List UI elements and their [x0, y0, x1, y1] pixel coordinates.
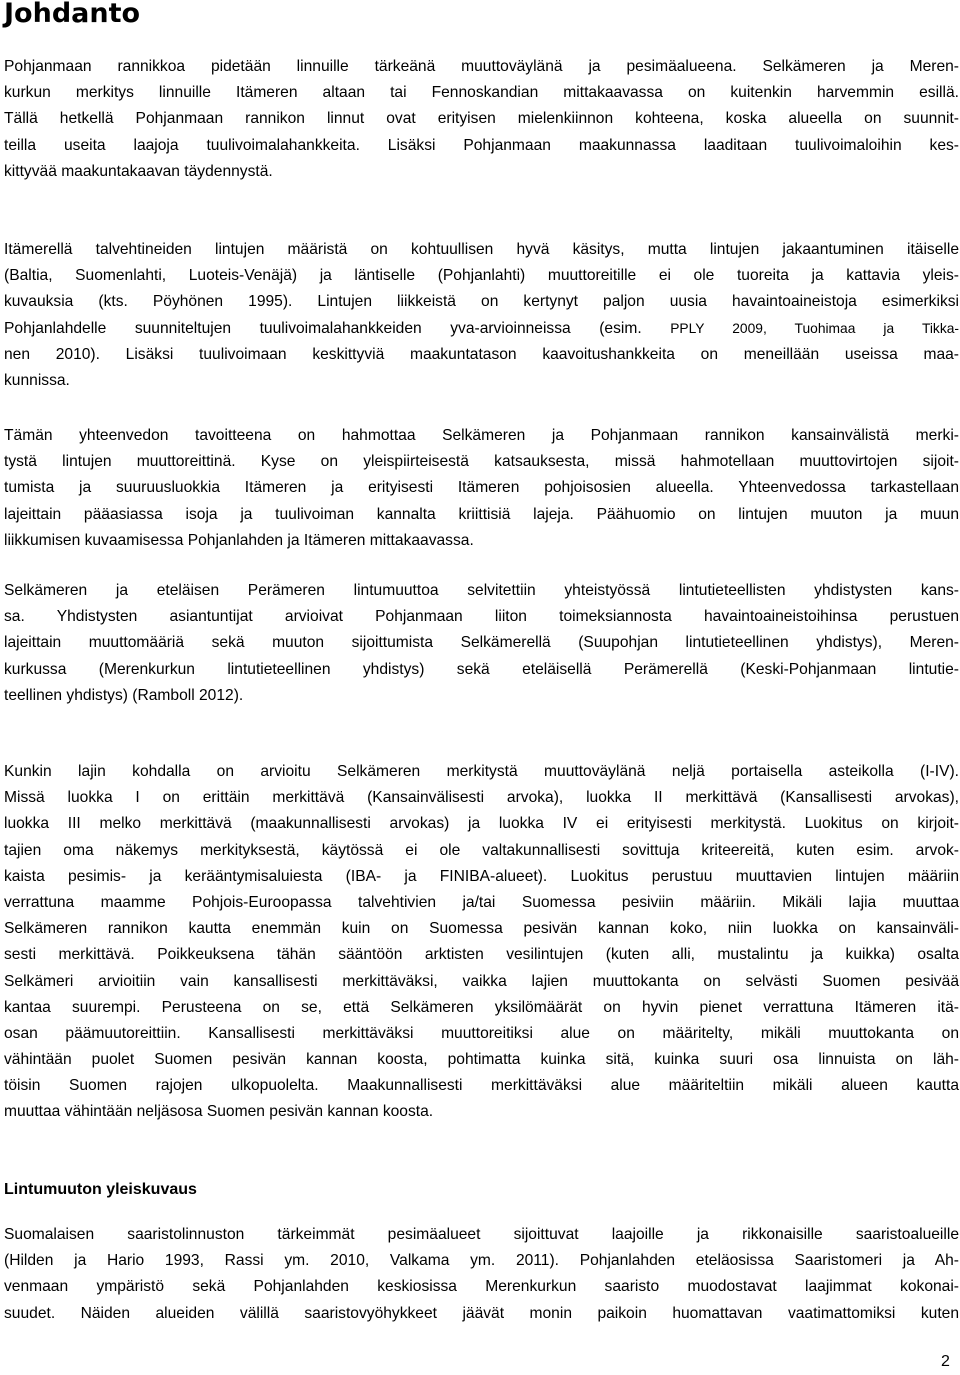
- paragraph-cooperation: [4, 578, 959, 709]
- text-line: teellinen yhdistys) (Ramboll 2012).: [4, 686, 244, 704]
- text-line: (Hilden ja Hario 1993, Rassi ym. 2010, Valkama ym. 2011). Pohjanlahden eteläosissa Saaristomeri ja Ah-: [4, 1252, 959, 1270]
- text-line: kurkussa (Merenkurkun lintutieteellinen yhdistys) sekä eteläisellä Perämerellä (Keski-Pohjanmaan lintutie-: [4, 660, 959, 678]
- text-line: muuttaa vähintään neljäsosa Suomen pesivän kannan koosta.: [4, 1103, 434, 1121]
- page-title: Johdanto: [4, 0, 141, 29]
- section-heading: Lintumuuton yleiskuvaus: [4, 1181, 197, 1198]
- text-line: sa. Yhdistysten asiantuntijat arvioivat Pohjanmaan liiton toimeksiannosta havaintoaineistoihinsa perustuen: [4, 608, 959, 626]
- text-line: nen 2010). Lisäksi tuulivoimaan keskittyviä maakuntatason kaavoitushankkeita on meneillään useissa maa-: [4, 345, 959, 363]
- text-line: tumista ja suuruusluokkia Itämeren ja erityisesti Itämeren pohjoisosien alueella. Yhteenvedossa tarkastellaan: [4, 479, 959, 497]
- paragraph-classification: [4, 759, 959, 1126]
- text-line: Selkämeri arvioitiin vain kansallisesti merkittäväksi, vaikka lajien muuttokanta on selvästi Suomen pesivää: [4, 972, 959, 990]
- text-line: kuvauksia (kts. Pöyhönen 1995). Lintujen liikkeistä on kertynyt paljon uusia havaintoaineistoja esimerkiksi: [4, 293, 959, 311]
- text-line: venmaan ympäristö sekä Pohjanlahden keskiosissa Merenkurkun saaristo muodostavat laajimmat kokonai-: [4, 1278, 959, 1296]
- text-line: kunnissa.: [4, 371, 70, 389]
- paragraph-baltic: [4, 237, 959, 394]
- text-line: verrattuna maamme Pohjois-Euroopassa talvehtivien ja/tai Suomessa pesiviin määriin. Mikäli lajia muuttaa: [4, 893, 959, 911]
- text-line: suudet. Näiden alueiden välillä saaristovyöhykkeet jäävät monin paikoin huomattavan vaatimattomiksi kuten: [4, 1304, 959, 1322]
- text-line: teilla useita laajoja tuulivoimalahankkeita. Lisäksi Pohjanmaan maakunnassa laaditaan tuulivoimaloihin kes-: [4, 136, 959, 154]
- text-line: osan päämuutoreittiin. Kansallisesti merkittäväksi muuttoreitiksi alue on määritelty, mikäli muuttokanta on: [4, 1024, 959, 1042]
- text-segment: Pohjanlahdelle suunniteltujen tuulivoimalahankkeiden yva-arvioinneissa (esim.: [4, 319, 642, 337]
- text-line: Pohjanmaan rannikkoa pidetään linnuille tärkeänä muuttoväylänä ja pesimäalueena. Selkämeren ja Meren-: [4, 58, 959, 75]
- text-line: Selkämeren ja eteläisen Perämeren lintumuuttoa selvitettiin yhteistyössä lintutieteellisten yhdistysten kans-: [4, 582, 959, 599]
- citation-text: PPLY 2009, Tuohimaa ja Tikka-: [670, 320, 959, 336]
- text-line: Kunkin lajin kohdalla on arvioitu Selkämeren merkitystä muuttoväylänä neljä portaisella asteikolla (I-IV).: [4, 763, 959, 780]
- text-line: Suomalaisen saaristolinnuston tärkeimmät pesimäalueet sijoittuvat laajoille ja rikkonaisille saaristoalueille: [4, 1226, 959, 1243]
- text-line: luokka III melko merkittävä (maakunnallisesti arvokas) ja luokka IV ei erityisesti merkitystä. Luokitus on kirjoit-: [4, 815, 959, 833]
- text-line: vähintään puolet Suomen pesivän kannan koosta, pohtimatta kuinka sitä, kuinka suuri osa linnuista on läh-: [4, 1051, 959, 1069]
- text-line: lajeittain pääasiassa isoja ja tuulivoiman kannalta kriittisiä lajeja. Päähuomio on lintujen muuton ja muun: [4, 505, 959, 523]
- text-line: töisin Suomen rajojen ulkopuolelta. Maakunnallisesti merkittäväksi alue määriteltiin mikäli alueen kautta: [4, 1077, 959, 1095]
- text-line: tystä lintujen muuttoreittinä. Kyse on yleispiirteisestä katsauksesta, missä hahmotellaan muuttovirtojen sijoit-: [4, 453, 959, 471]
- text-line: kantaa suurempi. Perusteena on se, että Selkämeren yksilömäärät on hyvin pienet verrattuna Itämeren itä-: [4, 998, 959, 1016]
- text-line: Itämerellä talvehtineiden lintujen määristä on kohtuullisen hyvä käsitys, mutta lintujen jakaantuminen itäiselle: [4, 241, 959, 258]
- paragraph-archipelago: [4, 1222, 959, 1327]
- text-line: kurkun merkitys linnuille Itämeren altaan tai Fennoskandian mittakaavassa on kuitenkin harvemmin esillä.: [4, 84, 959, 102]
- text-line: lajeittain muuttomääriä sekä muuton sijoittumista Selkämerellä (Suupohjan lintutieteellinen yhdistys), Meren-: [4, 634, 959, 652]
- paragraph-intro: [4, 54, 959, 185]
- paragraph-summary-goal: [4, 423, 959, 554]
- text-line: Tämän yhteenvedon tavoitteena on hahmottaa Selkämeren ja Pohjanmaan rannikon kansainvälistä merki-: [4, 427, 959, 444]
- page-number: 2: [941, 1353, 950, 1370]
- text-line: (Baltia, Suomenlahti, Luoteis-Venäjä) ja läntiselle (Pohjanlahti) muuttoreitille ei ole tuoreita ja kattavia yleis-: [4, 267, 959, 285]
- text-line: kaista pesimis- ja kerääntymisaluiesta (IBA- ja FINIBA-alueet). Luokitus perustuu muuttavien lintujen määriin: [4, 867, 959, 885]
- text-line: sesti merkittävä. Poikkeuksena tähän sääntöön arktisten vesilintujen (kuten alli, mustalintu ja kuikka) osalta: [4, 946, 959, 964]
- text-line: Missä luokka I on erittäin merkittävä (Kansainvälisesti arvoka), luokka II merkittävä (Kansallisesti arvokas),: [4, 789, 959, 807]
- text-line: liikkumisen kuvaamisessa Pohjanlahden ja Itämeren mittakaavassa.: [4, 531, 474, 549]
- text-line: Tällä hetkellä Pohjanmaan rannikon linnut ovat erityisen mielenkiinnon kohteena, koska alueella on suunnit-: [4, 110, 959, 128]
- text-line: kittyvää maakuntakaavan täydennystä.: [4, 162, 273, 180]
- text-line: tajien oma näkemys merkityksestä, käytössä ei ole valtakunnallisesti sovittuja kriteereitä, kuten esim. arvok-: [4, 841, 959, 859]
- text-line: [4, 316, 959, 342]
- text-line: Selkämeren rannikon kautta enemmän kuin on Suomessa pesivän kannan koko, niin luokka on kansainväli-: [4, 920, 959, 938]
